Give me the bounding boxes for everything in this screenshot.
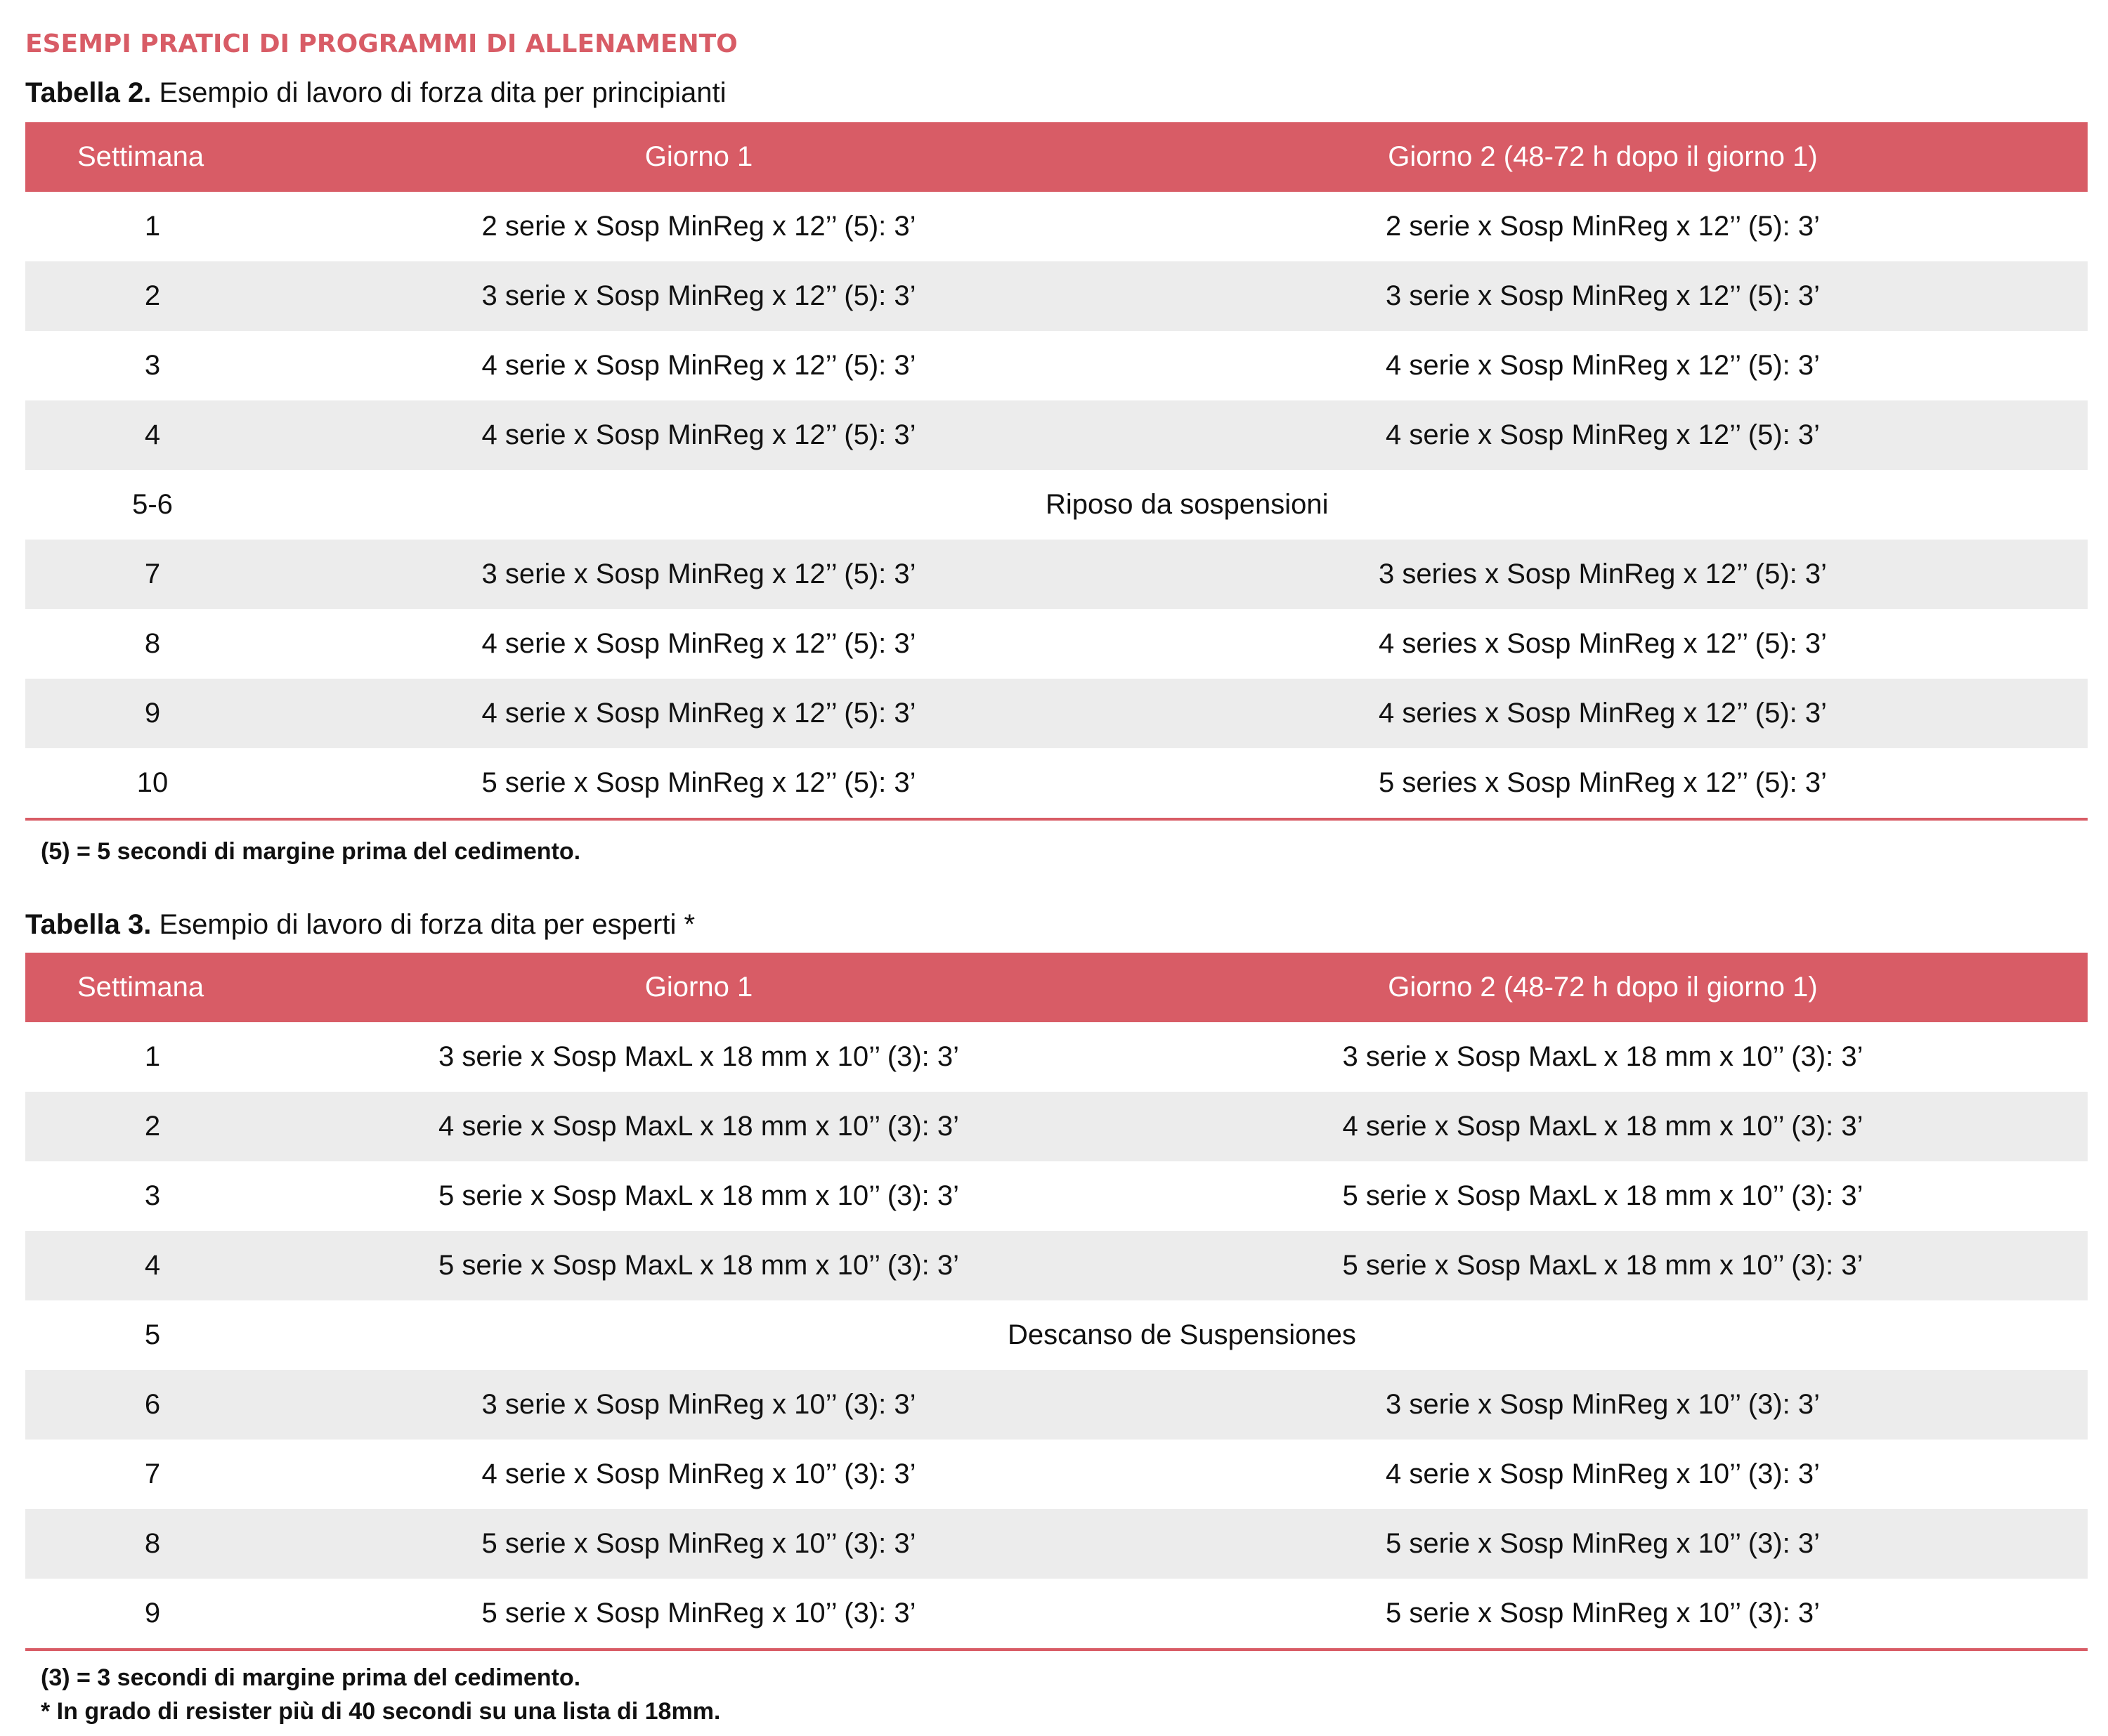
- week-cell: 2: [25, 261, 280, 331]
- day2-cell: 5 serie x Sosp MaxL x 18 mm x 10’’ (3): 3’: [1118, 1231, 2088, 1300]
- table3-header-day2: Giorno 2 (48-72 h dopo il giorno 1): [1118, 953, 2088, 1022]
- table3-label: Tabella 3.: [25, 909, 152, 940]
- table-row: [25, 1509, 2088, 1579]
- day2-cell: 2 serie x Sosp MinReg x 12’’ (5): 3’: [1385, 211, 1821, 242]
- table-row: [25, 331, 2088, 400]
- rest-cell: Riposo da sospensioni: [1046, 489, 1329, 520]
- table-row: [25, 609, 2088, 679]
- day2-cell: 5 serie x Sosp MinReg x 10’’ (3): 3’: [1385, 1598, 1821, 1629]
- table-row: [25, 1231, 2088, 1300]
- table3-footnote: (3) = 3 secondi di margine prima del cedimento.: [41, 1664, 581, 1691]
- table-row: [25, 400, 2088, 470]
- week-cell: 3: [144, 1180, 161, 1211]
- day2-cell: 4 serie x Sosp MaxL x 18 mm x 10’’ (3): 3’: [1118, 1092, 2088, 1161]
- week-cell: 5-6: [132, 489, 173, 520]
- day2-cell: 5 serie x Sosp MaxL x 18 mm x 10’’ (3): 3’: [1342, 1180, 1863, 1211]
- day2-cell: 4 series x Sosp MinReg x 12’’ (5): 3’: [1378, 628, 1828, 659]
- day2-cell: 3 serie x Sosp MinReg x 10’’ (3): 3’: [1118, 1370, 2088, 1440]
- table-row: [25, 192, 2088, 261]
- day1-cell: 5 serie x Sosp MinReg x 12’’ (5): 3’: [481, 767, 916, 798]
- day1-cell: 3 serie x Sosp MinReg x 10’’ (3): 3’: [280, 1370, 1118, 1440]
- table2-footnote: (5) = 5 secondi di margine prima del cedimento.: [41, 838, 581, 865]
- table2-label: Tabella 2.: [25, 77, 152, 108]
- rest-cell: Descanso de Suspensiones: [1008, 1319, 1356, 1350]
- day2-cell: 3 series x Sosp MinReg x 12’’ (5): 3’: [1118, 540, 2088, 609]
- day1-cell: 4 serie x Sosp MinReg x 10’’ (3): 3’: [481, 1458, 916, 1489]
- table3-header-row: [25, 953, 2088, 1022]
- day2-cell: 5 series x Sosp MinReg x 12’’ (5): 3’: [1378, 767, 1828, 798]
- day1-cell: 5 serie x Sosp MaxL x 18 mm x 10’’ (3): 3’: [280, 1231, 1118, 1300]
- table2-caption: [25, 77, 727, 109]
- day1-cell: 5 serie x Sosp MaxL x 18 mm x 10’’ (3): 3’: [438, 1180, 959, 1211]
- table3-footnote-asterisk: * In grado di resister più di 40 secondi su una lista di 18mm.: [41, 1698, 721, 1725]
- day1-cell: 2 serie x Sosp MinReg x 12’’ (5): 3’: [481, 211, 916, 242]
- week-cell: 9: [144, 1598, 161, 1629]
- table-row: [25, 679, 2088, 748]
- week-cell: 8: [25, 1509, 280, 1579]
- day1-cell: 4 serie x Sosp MinReg x 12’’ (5): 3’: [280, 679, 1118, 748]
- week-cell: 3: [144, 350, 161, 381]
- table3-caption: [25, 909, 695, 941]
- section-title: ESEMPI PRATICI DI PROGRAMMI DI ALLENAMENTO: [25, 30, 738, 58]
- table2-header-week: Settimana: [25, 122, 280, 192]
- table-row: [25, 1161, 2088, 1231]
- table-row: [25, 261, 2088, 331]
- table-row: [25, 1440, 2088, 1509]
- day1-cell: 5 serie x Sosp MinReg x 10’’ (3): 3’: [280, 1509, 1118, 1579]
- table3: [25, 953, 2088, 1651]
- week-cell: 8: [144, 628, 161, 659]
- day1-cell: 5 serie x Sosp MinReg x 10’’ (3): 3’: [481, 1598, 916, 1629]
- table-row-rest: [25, 1300, 2088, 1370]
- table2-header-day1: Giorno 1: [280, 122, 1118, 192]
- table-row: [25, 748, 2088, 819]
- table-row: [25, 1579, 2088, 1650]
- week-cell: 1: [144, 1041, 161, 1072]
- day1-cell: 3 serie x Sosp MinReg x 12’’ (5): 3’: [280, 540, 1118, 609]
- day2-cell: 4 series x Sosp MinReg x 12’’ (5): 3’: [1118, 679, 2088, 748]
- table-row: [25, 1092, 2088, 1161]
- week-cell: 4: [25, 400, 280, 470]
- week-cell: 9: [25, 679, 280, 748]
- day2-cell: 4 serie x Sosp MinReg x 10’’ (3): 3’: [1385, 1458, 1821, 1489]
- day2-cell: 4 serie x Sosp MinReg x 12’’ (5): 3’: [1385, 350, 1821, 381]
- week-cell: 10: [136, 767, 169, 798]
- table3-title: Esempio di lavoro di forza dita per esperti *: [151, 909, 696, 940]
- week-cell: 2: [25, 1092, 280, 1161]
- day1-cell: 3 serie x Sosp MaxL x 18 mm x 10’’ (3): 3’: [438, 1041, 959, 1072]
- week-cell: 1: [144, 211, 161, 242]
- table-row-rest: [25, 470, 2088, 540]
- day2-cell: 5 serie x Sosp MinReg x 10’’ (3): 3’: [1118, 1509, 2088, 1579]
- day2-cell: 3 serie x Sosp MaxL x 18 mm x 10’’ (3): 3’: [1342, 1041, 1863, 1072]
- table-row: [25, 540, 2088, 609]
- table2-header-row: [25, 122, 2088, 192]
- table-row: [25, 1370, 2088, 1440]
- day1-cell: 4 serie x Sosp MinReg x 12’’ (5): 3’: [280, 400, 1118, 470]
- table3-footnotes: [41, 1661, 720, 1728]
- week-cell: 4: [25, 1231, 280, 1300]
- table3-header-day1: Giorno 1: [280, 953, 1118, 1022]
- table3-header-week: Settimana: [25, 953, 280, 1022]
- table-row: [25, 1022, 2088, 1092]
- week-cell: 5: [144, 1319, 161, 1350]
- day2-cell: 4 serie x Sosp MinReg x 12’’ (5): 3’: [1118, 400, 2088, 470]
- week-cell: 7: [25, 540, 280, 609]
- day1-cell: 4 serie x Sosp MaxL x 18 mm x 10’’ (3): 3’: [280, 1092, 1118, 1161]
- day1-cell: 4 serie x Sosp MinReg x 12’’ (5): 3’: [481, 350, 916, 381]
- table2-title: Esempio di lavoro di forza dita per principianti: [151, 77, 727, 108]
- day2-cell: 3 serie x Sosp MinReg x 12’’ (5): 3’: [1118, 261, 2088, 331]
- week-cell: 7: [144, 1458, 161, 1489]
- day1-cell: 3 serie x Sosp MinReg x 12’’ (5): 3’: [280, 261, 1118, 331]
- day1-cell: 4 serie x Sosp MinReg x 12’’ (5): 3’: [481, 628, 916, 659]
- table2: [25, 122, 2088, 821]
- table2-header-day2: Giorno 2 (48-72 h dopo il giorno 1): [1118, 122, 2088, 192]
- week-cell: 6: [25, 1370, 280, 1440]
